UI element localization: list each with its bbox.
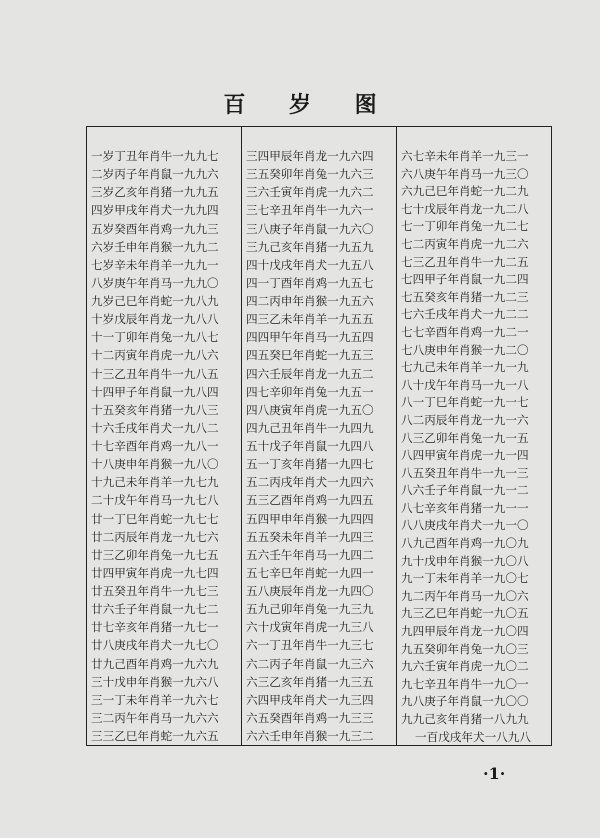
table-row: 八九己酉年肖鸡一九〇九 (401, 536, 529, 551)
table-row: 五九己卯年肖兔一九三九 (246, 602, 374, 617)
table-row: 九一丁未年肖羊一九〇七 (401, 571, 529, 586)
table-row: 九九己亥年肖猪一八九九 (401, 712, 529, 726)
table-row: 八岁庚午年肖马一九九〇 (91, 275, 219, 290)
table-column-2 (241, 127, 396, 745)
table-row: 七九己未年肖羊一九一九 (401, 360, 529, 375)
table-row: 廿六壬子年肖鼠一九七二 (91, 602, 219, 617)
table-row: 三五癸卯年肖兔一九六三 (246, 167, 374, 182)
table-row: 六十戊寅年肖虎一九三八 (246, 620, 374, 635)
table-row: 十一丁卯年肖兔一九八七 (91, 330, 219, 345)
table-row: 廿一丁巳年肖蛇一九七七 (91, 511, 219, 526)
table-row: 七三乙丑年肖牛一九二五 (401, 254, 529, 269)
table-row: 三九己亥年肖猪一九五九 (246, 239, 374, 254)
table-row: 廿七辛亥年肖猪一九七一 (91, 620, 219, 635)
table-row: 四九己丑年肖牛一九四九 (246, 420, 374, 435)
table-row: 三三乙巳年肖蛇一九六五 (91, 729, 219, 743)
table-row: 八八庚戌年肖犬一九一〇 (401, 518, 529, 533)
table-row: 六三乙亥年肖猪一九三五 (246, 674, 374, 689)
table-row: 九八庚子年肖鼠一九〇〇 (401, 694, 529, 709)
table-row: 九岁己巳年肖蛇一九八九 (91, 294, 219, 308)
table-row: 七岁辛未年肖羊一九九一 (91, 257, 219, 272)
table-row: 十二丙寅年肖虎一九八六 (91, 348, 219, 363)
table-row: 三岁乙亥年肖猪一九九五 (91, 185, 219, 200)
table-row: 四岁甲戌年肖犬一九九四 (91, 203, 219, 218)
page-title: 百 岁 图 (223, 93, 395, 118)
table-row: 五二丙戌年肖犬一九四六 (246, 475, 374, 490)
table-row: 九七辛丑年肖牛一九〇一 (401, 676, 529, 691)
table-row: 十三乙丑年肖牛一九八五 (91, 366, 219, 381)
table-row: 七四甲子年肖鼠一九二四 (401, 272, 529, 287)
table-row: 廿三乙卯年肖兔一九七五 (91, 547, 219, 562)
table-row: 九二丙午年肖马一九〇六 (401, 588, 529, 603)
table-row: 十四甲子年肖鼠一九八四 (91, 384, 219, 399)
table-row: 一岁丁丑年肖牛一九九七 (91, 149, 219, 163)
table-row: 四八庚寅年肖虎一九五〇 (246, 402, 374, 417)
table-row: 四一丁酉年肖鸡一九五七 (246, 275, 374, 290)
table-row: 廿九己酉年肖鸡一九六九 (91, 656, 219, 671)
table-row: 七一丁卯年肖兔一九二七 (401, 219, 529, 234)
table-row: 七六壬戌年肖犬一九二二 (401, 307, 529, 322)
table-row: 三八庚子年肖鼠一九六〇 (246, 221, 374, 236)
table-row: 六四甲戌年肖犬一九三四 (246, 692, 374, 707)
table-row: 八四甲寅年肖虎一九一四 (401, 448, 529, 463)
table-row: 十岁戊辰年肖龙一九八八 (91, 312, 219, 327)
age-table (86, 126, 552, 746)
table-row: 三二丙午年肖马一九六六 (91, 710, 219, 725)
table-row: 七五癸亥年肖猪一九二三 (401, 289, 529, 304)
table-row: 二十戊午年肖马一九七八 (91, 493, 219, 508)
table-row: 五六壬午年肖马一九四二 (246, 547, 374, 562)
table-row: 八十戊午年肖马一九一八 (401, 377, 529, 392)
table-row: 十五癸亥年肖猪一九八三 (91, 402, 219, 417)
table-row: 五岁癸酉年肖鸡一九九三 (91, 221, 219, 236)
table-column-1 (87, 127, 241, 745)
table-row: 六五癸酉年肖鸡一九三三 (246, 710, 374, 725)
table-row: 六二丙子年肖鼠一九三六 (246, 656, 374, 671)
table-row: 十七辛酉年肖鸡一九八一 (91, 439, 219, 453)
table-row: 四六壬辰年肖龙一九五二 (246, 366, 374, 381)
page-number: ·1· (483, 764, 506, 783)
table-row: 廿四甲寅年肖虎一九七四 (91, 565, 219, 580)
table-row: 六七辛未年肖羊一九三一 (401, 149, 529, 163)
table-row: 二岁丙子年肖鼠一九九六 (91, 167, 219, 182)
table-row: 十九己未年肖羊一九七九 (91, 475, 219, 490)
table-row: 八七辛亥年肖猪一九一一 (401, 500, 529, 515)
table-row: 七二丙寅年肖虎一九二六 (401, 236, 529, 251)
table-row: 八一丁巳年肖蛇一九一七 (401, 395, 529, 410)
table-row: 四三乙未年肖羊一九五五 (246, 312, 374, 327)
table-row: 九六壬寅年肖虎一九〇二 (401, 659, 529, 674)
table-row: 五三乙酉年肖鸡一九四五 (246, 493, 374, 508)
table-row: 五五癸未年肖羊一九四三 (246, 529, 374, 544)
table-row: 五七辛巳年肖蛇一九四一 (246, 565, 374, 580)
table-row: 四四甲午年肖马一九五四 (246, 330, 374, 345)
table-row: 六一丁丑年肖牛一九三七 (246, 638, 374, 653)
table-row: 七十戊辰年肖龙一九二八 (401, 201, 529, 216)
table-row: 七七辛酉年肖鸡一九二一 (401, 324, 529, 339)
table-row: 九十戊申年肖猴一九〇八 (401, 553, 529, 568)
table-row: 廿五癸丑年肖牛一九七三 (91, 584, 219, 598)
table-row: 八五癸丑年肖牛一九一三 (401, 465, 529, 480)
table-row: 六六壬申年肖猴一九三二 (246, 729, 374, 743)
table-row: 四十戊戌年肖犬一九五八 (246, 257, 374, 272)
table-row: 廿二丙辰年肖龙一九七六 (91, 529, 219, 544)
table-row: 五八庚辰年肖龙一九四〇 (246, 584, 374, 598)
table-row: 九三乙巳年肖蛇一九〇五 (401, 606, 529, 621)
table-row: 三六壬寅年肖虎一九六二 (246, 185, 374, 200)
table-row: 八三乙卯年肖兔一九一五 (401, 430, 529, 445)
table-row: 十八庚申年肖猴一九八〇 (91, 457, 219, 472)
table-row: 九五癸卯年肖兔一九〇三 (401, 641, 529, 656)
table-row: 三十戊申年肖猴一九六八 (91, 674, 219, 689)
table-row: 八二丙辰年肖龙一九一六 (401, 412, 529, 427)
table-column-3 (396, 127, 551, 745)
table-row: 十六壬戌年肖犬一九八二 (91, 420, 219, 435)
table-row: 一百戊戌年犬一八九八 (415, 729, 531, 744)
table-row: 六九己巳年肖蛇一九二九 (401, 184, 529, 199)
table-row: 四五癸巳年肖蛇一九五三 (246, 348, 374, 363)
table-row: 廿八庚戌年肖犬一九七〇 (91, 638, 219, 653)
table-row: 八六壬子年肖鼠一九一二 (401, 483, 529, 498)
table-row: 三四甲辰年肖龙一九六四 (246, 149, 374, 163)
table-row: 五十戊子年肖鼠一九四八 (246, 439, 374, 453)
table-row: 四二丙申年肖猴一九五六 (246, 294, 374, 308)
table-row: 五一丁亥年肖猪一九四七 (246, 457, 374, 472)
table-row: 九四甲辰年肖龙一九〇四 (401, 624, 529, 639)
table-row: 四七辛卯年肖兔一九五一 (246, 384, 374, 399)
table-row: 六岁壬申年肖猴一九九二 (91, 239, 219, 254)
table-row: 三七辛丑年肖牛一九六一 (246, 203, 374, 218)
table-row: 六八庚午年肖马一九三〇 (401, 166, 529, 181)
table-row: 七八庚申年肖猴一九二〇 (401, 342, 529, 357)
table-row: 三一丁未年肖羊一九六七 (91, 692, 219, 707)
table-row: 五四甲申年肖猴一九四四 (246, 511, 374, 526)
